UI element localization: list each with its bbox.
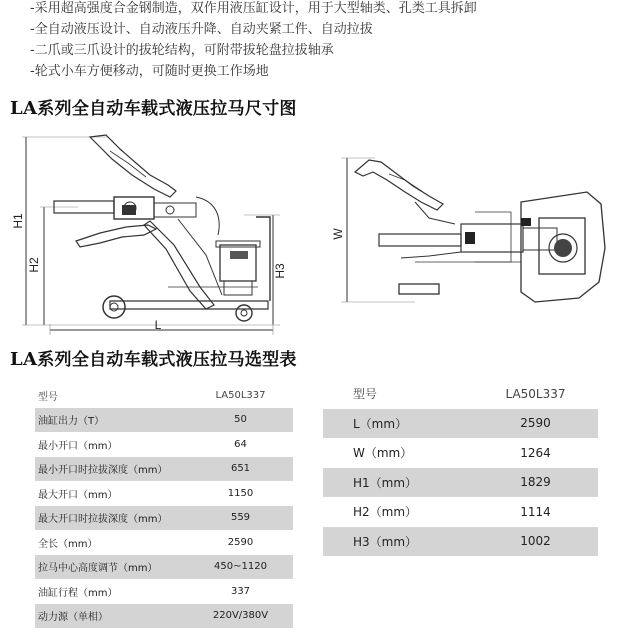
table-row [35, 506, 293, 531]
feature-item: -二爪或三爪设计的拔轮结构，可附带拔轮盘拉拔轴承 [30, 43, 334, 58]
feature-item: -全自动液压设计、自动液压升降、自动夹紧工件、自动拉拔 [30, 22, 373, 37]
h3-label: H3 [273, 263, 287, 279]
row-value: 2590 [227, 536, 254, 548]
header-key: 型号 [353, 387, 378, 402]
row-value: 50 [188, 408, 293, 433]
row-key: 最大开口时拉拔深度（mm） [35, 506, 188, 531]
row-key: 油缸行程（mm） [38, 587, 118, 599]
table-header-row [35, 383, 293, 408]
row-value: 337 [230, 585, 251, 597]
row-value: 64 [234, 438, 247, 450]
title-text: 系列全自动车载式液压拉马尺寸图 [37, 99, 297, 119]
table-row [35, 457, 293, 482]
header-value: LA50L337 [215, 389, 266, 401]
l-label: L [154, 318, 162, 332]
spec-table-right [323, 379, 598, 556]
table-row [35, 530, 293, 555]
header-value: LA50L337 [505, 386, 566, 401]
row-value: 450~1120 [188, 555, 293, 580]
table-row [35, 432, 293, 457]
row-key: H3（mm） [323, 527, 473, 557]
row-key: 最大开口（mm） [38, 489, 118, 501]
row-key: L（mm） [323, 409, 473, 439]
row-value: 1114 [520, 504, 551, 519]
dimension-section-title [10, 94, 297, 119]
table-row [323, 409, 598, 439]
h2-label: H2 [27, 257, 41, 273]
row-value: 1829 [473, 468, 598, 498]
row-value: 1002 [473, 527, 598, 557]
table-row [35, 604, 293, 629]
table-row [323, 497, 598, 527]
row-value: 559 [188, 506, 293, 531]
row-key: H1（mm） [323, 468, 473, 498]
row-key: 全长（mm） [38, 538, 98, 550]
table-row [35, 408, 293, 433]
row-value: 1150 [227, 487, 254, 499]
table-row [35, 579, 293, 604]
feature-item: -轮式小车方便移动，可随时更换工作场地 [30, 64, 269, 79]
row-key: 动力源（单相） [35, 604, 188, 629]
w-label: W [331, 228, 345, 240]
top-view-diagram [325, 152, 615, 312]
row-value: 651 [188, 457, 293, 482]
feature-list [30, 0, 477, 82]
row-value: 1264 [520, 445, 551, 460]
row-key: 油缸出力（T） [35, 408, 188, 433]
table-row [323, 527, 598, 557]
h1-label: H1 [11, 213, 25, 229]
header-key: 型号 [38, 391, 58, 403]
table-row [35, 555, 293, 580]
table-row [323, 438, 598, 468]
row-value: 220V/380V [188, 604, 293, 629]
row-key: H2（mm） [353, 505, 418, 520]
table-row [323, 468, 598, 498]
row-key: 最小开口时拉拔深度（mm） [35, 457, 188, 482]
row-value: 2590 [473, 409, 598, 439]
row-key: W（mm） [353, 446, 413, 461]
side-view-diagram [11, 125, 308, 340]
title-prefix: LA [10, 98, 38, 119]
row-key: 拉马中心高度调节（mm） [35, 555, 188, 580]
feature-item: -采用超高强度合金钢制造，双作用液压缸设计，用于大型轴类、孔类工具拆卸 [30, 1, 477, 16]
spec-table-left [35, 383, 293, 628]
title-text: 系列全自动车载式液压拉马选型表 [37, 350, 297, 370]
row-key: 最小开口（mm） [38, 440, 118, 452]
table-header-row [323, 379, 598, 409]
table-row [35, 481, 293, 506]
selection-section-title [10, 345, 297, 370]
title-prefix: LA [10, 349, 38, 370]
